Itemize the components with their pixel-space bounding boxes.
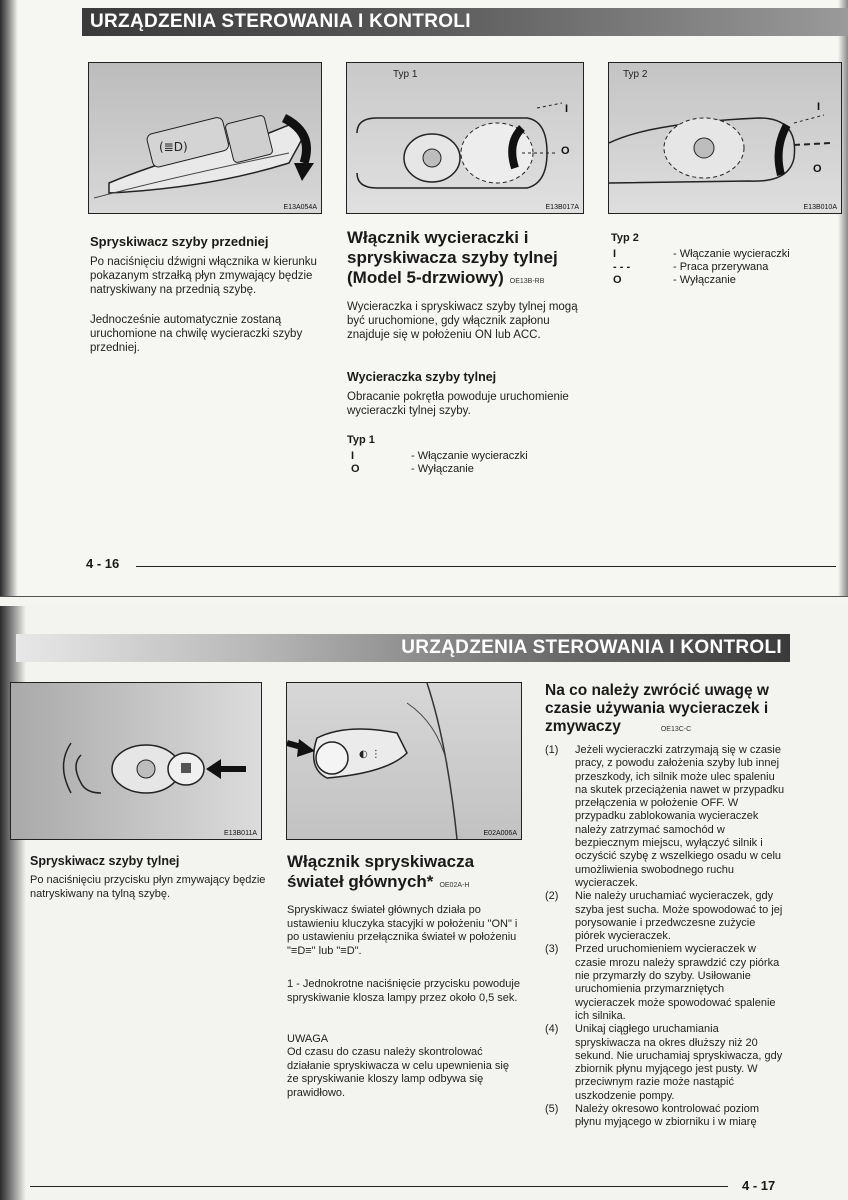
figure-code: E13B017A: [545, 204, 579, 211]
section-title-text: Włącznik spryskiwacza świateł głównych*: [287, 852, 475, 891]
figure-code: E13B011A: [224, 830, 257, 837]
paragraph: Po naciśnięciu dźwigni włącznika w kierunku pokazanym strzałką płyn zmywający będzie natryskiwany na przednią szybę.: [90, 256, 317, 296]
list-item: [545, 943, 785, 1023]
subsection-title: Wycieraczka szyby tylnej: [347, 370, 497, 384]
section-title-text: Włącznik wycieraczki i spryskiwacza szyby tylnej (Model 5-drzwiowy): [347, 228, 558, 287]
stalk-illustration: [89, 63, 321, 213]
washer-button-illustration: [11, 683, 261, 839]
section-title-rear-wiper-switch: [347, 228, 595, 292]
svg-text:(≣D): (≣D): [159, 140, 188, 154]
legend-text: - Włączanie wycieraczki: [673, 248, 790, 260]
figure-rear-washer-button: [10, 682, 262, 840]
section-title-headlamp-washer: [287, 852, 527, 896]
legend-symbol: O: [351, 463, 360, 475]
page-number: 4 - 16: [86, 556, 120, 571]
section-code: OE13B-RB: [509, 278, 545, 285]
list-number: (1): [545, 744, 559, 756]
list-number: (4): [545, 1023, 559, 1036]
legend-row: [613, 274, 838, 287]
list-item: [545, 744, 785, 890]
list-text: Jeżeli wycieraczki zatrzymają się w czasie pracy, z powodu założenia szyby lub innej przeszkody, ich silnik może ulec spaleniu na skutek przeciążenia nawet w przypadku przełączenia w położenie OFF. W przypadku zablokowania wycieraczek należy zatrzymać samochód w bezpiecznym miejscu, wyłączyć silnik i oczyścić szybę z wszelkiego osadu w celu umożliwienia swobodnego ruchu wycieraczek.: [575, 744, 785, 889]
scan-shadow: [0, 0, 18, 596]
figure-code: E13B010A: [803, 204, 837, 211]
page-4-17: [0, 606, 848, 1200]
legend-text: - Wyłączanie: [411, 463, 474, 475]
paragraph: Po naciśnięciu przycisku płyn zmywający będzie natryskiwany na tylną szybę.: [30, 874, 266, 900]
legend-symbol: O: [613, 274, 622, 286]
warning-title: UWAGA: [287, 1033, 329, 1045]
figure-type-label: Typ 1: [393, 69, 418, 80]
numbered-item: 1 - Jednokrotne naciśnięcie przycisku powoduje spryskiwanie klosza lampy przez około 0,5 sek.: [287, 978, 520, 1004]
list-text: Nie należy uruchamiać wycieraczek, gdy szyba jest sucha. Może spowodować to jej porysowanie i przedwczesne zużycie piórek wycieraczek.: [575, 890, 783, 943]
legend-type2: [613, 248, 838, 287]
section-title-front-washer: Spryskiwacz szyby przedniej: [90, 234, 269, 249]
legend-row: [351, 463, 581, 476]
section-header-title: URZĄDZENIA STEROWANIA I KONTROLI: [401, 637, 782, 658]
paragraph: Jednocześnie automatycznie zostaną uruchomione na chwilę wycieraczki szyby przedniej.: [90, 314, 303, 354]
section-title-text: Na co należy zwrócić uwagę w czasie używania wycieraczek i zmywaczy: [545, 682, 769, 735]
figure-headlamp-washer-switch: [286, 682, 522, 840]
paragraph: Spryskiwacz świateł głównych działa po ustawieniu kluczyka stacyjki w położeniu "ON" i po ustawieniu przełącznika świateł w położeniu "≡D≡" lub "≡D".: [287, 904, 518, 957]
figure-type-label: Typ 2: [623, 69, 648, 80]
list-item: [545, 890, 785, 943]
type-label: Typ 1: [347, 434, 375, 446]
list-item: [545, 1103, 785, 1130]
figure-rear-wiper-type2: [608, 62, 842, 214]
page-4-16: [0, 0, 848, 596]
caution-list: [545, 744, 785, 1130]
legend-row: [613, 261, 838, 274]
legend-row: [613, 248, 838, 261]
section-code: OE02A-H: [439, 882, 470, 889]
legend-row: [351, 450, 581, 463]
headlamp-washer-illustration: [287, 683, 521, 839]
section-title-cautions: [545, 682, 785, 739]
svg-text:◐ ⋮: ◐ ⋮: [359, 749, 381, 760]
legend-type1: [351, 450, 581, 476]
list-number: (2): [545, 890, 559, 903]
type-label: Typ 2: [611, 232, 639, 244]
warning-text: Od czasu do czasu należy skontrolować działanie spryskiwacza w celu upewnienia się że spryskiwanie kloszy lamp odbywa się prawidłowo.: [287, 1046, 509, 1099]
list-number: (5): [545, 1103, 559, 1116]
legend-symbol: I: [613, 248, 617, 260]
section-header: [82, 8, 848, 36]
legend-text: - Wyłączanie: [673, 274, 736, 286]
legend-text: - Praca przerywana: [673, 261, 769, 273]
footer-rule: [136, 566, 836, 567]
list-text: Przed uruchomieniem wycieraczek w czasie mrozu należy sprawdzić czy piórka nie przymarzły do szyby. Usiłowanie uruchomienia przymarzniętych wycieraczek może spowodować spalenie ich silnika.: [575, 943, 780, 1022]
paragraph: Obracanie pokrętła powoduje uruchomienie wycieraczki tylnej szyby.: [347, 391, 569, 417]
list-text: Unikaj ciągłego uruchamiania spryskiwacza na okres dłuższy niż 20 sekund. Nie uruchamiaj spryskiwacza, gdy zbiornik płynu myjącego jest pusty. W przeciwnym razie może nastąpić uszkodzenie pompy.: [575, 1023, 783, 1102]
wiper-switch-type2: [609, 63, 841, 213]
section-header-title: URZĄDZENIA STEROWANIA I KONTROLI: [90, 11, 471, 32]
legend-symbol: I: [351, 450, 355, 462]
wiper-switch-type1: [347, 63, 583, 213]
position-on-label: I: [565, 103, 569, 115]
position-off-label: O: [813, 163, 822, 175]
section-title-rear-washer: Spryskiwacz szyby tylnej: [30, 854, 180, 868]
page-number: 4 - 17: [742, 1178, 776, 1193]
paragraph: Wycieraczka i spryskiwacz szyby tylnej mogą być uruchomione, gdy włącznik zapłonu znajduje się w położeniu ON lub ACC.: [347, 301, 578, 341]
figure-front-washer-stalk: [88, 62, 322, 214]
footer-rule: [30, 1186, 728, 1187]
figure-rear-wiper-type1: [346, 62, 584, 214]
list-number: (3): [545, 943, 559, 956]
legend-text: - Włączanie wycieraczki: [411, 450, 528, 462]
figure-code: E13A054A: [283, 204, 317, 211]
list-text: Należy okresowo kontrolować poziom płynu myjącego w zbiorniku i w miarę: [575, 1103, 760, 1129]
legend-symbol: - - -: [613, 261, 631, 273]
figure-code: E02A006A: [483, 830, 517, 837]
position-off-label: O: [561, 145, 570, 157]
list-item: [545, 1023, 785, 1103]
section-code: OE13C-C: [660, 726, 692, 733]
section-header: [16, 634, 790, 662]
position-on-label: I: [817, 101, 821, 113]
